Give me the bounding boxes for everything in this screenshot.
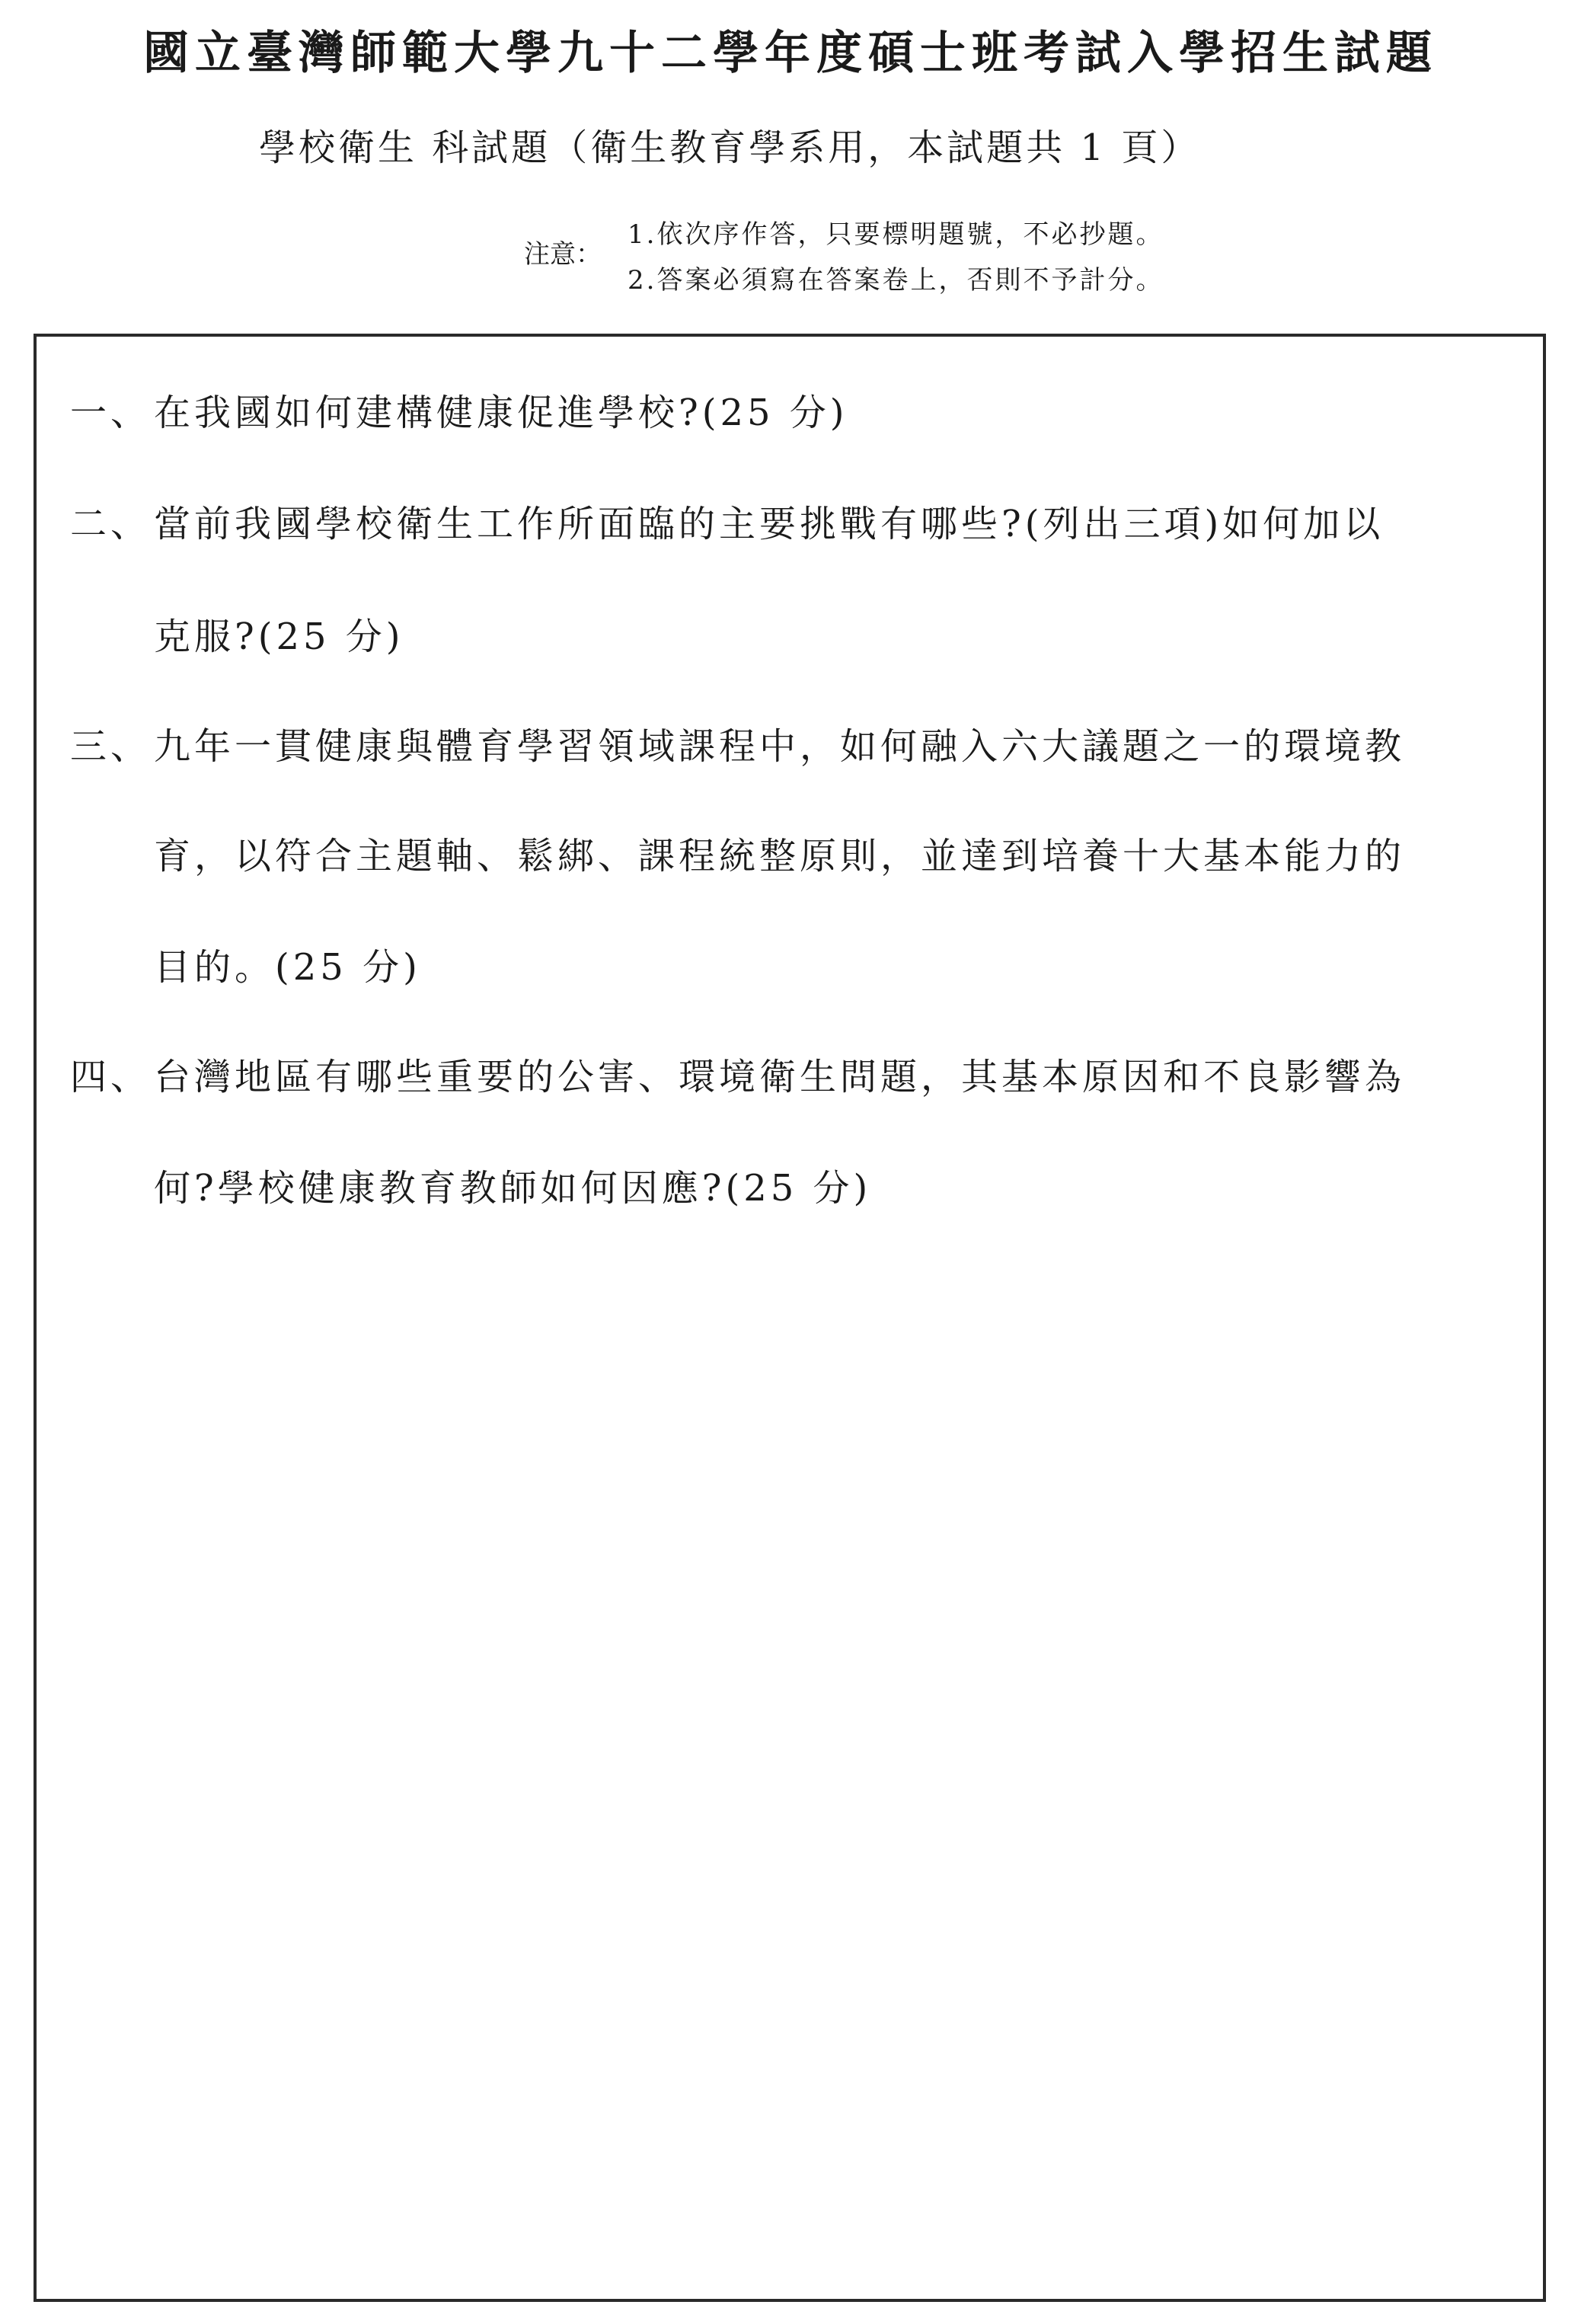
question-number: 四、 [70,1056,152,1098]
notice-item: 2.答案必須寫在答案卷上，否則不予計分。 [628,265,1164,296]
question-line: 克服?(25 分) [154,615,404,658]
question-line: 九年一貫健康與體育學習領域課程中，如何融入六大議題之一的環境教 [154,725,1406,768]
notice-items [628,212,1164,303]
question-box [34,334,1546,2302]
question-number: 三、 [70,725,152,768]
question-number: 一、 [70,392,152,434]
question-line: 何?學校健康教育教師如何因應?(25 分) [154,1167,872,1210]
subject-line: 學校衛生 科試題（衛生教育學系用，本試題共 1 頁） [259,126,1201,169]
question-line: 目的。(25 分) [154,946,421,989]
question-number: 二、 [70,503,152,545]
question-line: 育，以符合主題軸、鬆綁、課程統整原則，並達到培養十大基本能力的 [154,835,1406,877]
notice-label: 注意： [524,239,602,270]
question-line: 台灣地區有哪些重要的公害、環境衛生問題，其基本原因和不良影響為 [154,1056,1406,1098]
exam-title: 國立臺灣師範大學九十二學年度碩士班考試入學招生試題 [143,27,1438,80]
notice-item: 1.依次序作答，只要標明題號，不必抄題。 [628,219,1164,250]
question-line: 在我國如何建構健康促進學校?(25 分) [154,392,848,434]
question-line: 當前我國學校衛生工作所面臨的主要挑戰有哪些?(列出三項)如何加以 [154,503,1385,545]
